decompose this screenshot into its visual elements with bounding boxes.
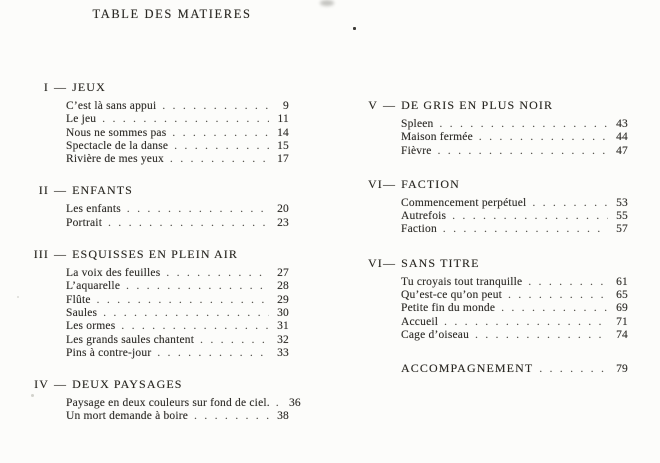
entry-title: Nous ne sommes pas: [66, 126, 167, 139]
toc-entry: [66, 127, 289, 140]
section-numeral: I: [43, 80, 49, 94]
toc-entry: [66, 294, 289, 307]
dot-leader: [495, 302, 608, 315]
toc-entry: [401, 302, 628, 315]
toc-entry: [66, 113, 289, 126]
section-dash-glyph: —: [383, 176, 397, 191]
entry-page-number: 79: [616, 363, 628, 376]
section-heading: [368, 178, 628, 191]
toc-entry: [401, 223, 628, 236]
section-heading: [33, 378, 289, 391]
entry-title: Qu’est-ce qu’on peut: [401, 289, 503, 302]
entry-page-number: 9: [283, 100, 289, 112]
entry-page-number: 27: [277, 267, 289, 280]
dot-leader: [160, 267, 269, 280]
scan-speck: [353, 27, 356, 30]
toc-section: [33, 377, 301, 424]
entry-page-number: 69: [616, 302, 628, 315]
section-dash-glyph: —: [383, 98, 397, 112]
toc-entry: [401, 131, 628, 144]
dot-leader: [151, 347, 269, 360]
section-entries: [368, 118, 628, 158]
section-entries: [33, 100, 289, 166]
toc-entry: [401, 289, 628, 302]
section-entries: [368, 276, 628, 342]
section-dash-glyph: —: [54, 183, 68, 198]
entry-title: Faction: [401, 223, 437, 236]
toc-section: [33, 248, 289, 360]
dot-leader: [121, 203, 269, 216]
dot-leader: [437, 223, 608, 236]
entry-title: Tu croyais tout tranquille: [401, 275, 523, 288]
section-entries: [33, 397, 301, 424]
entry-title: Petite fin du monde: [401, 302, 496, 315]
toc-section: [368, 362, 628, 376]
toc-section: [368, 99, 628, 158]
entry-page-number: 32: [277, 333, 289, 346]
entry-page-number: 44: [616, 131, 628, 144]
section-heading: [33, 184, 289, 197]
section-title: JEUX: [72, 80, 106, 94]
page-title: TABLE DES MATIERES: [92, 7, 252, 21]
dot-leader: [120, 280, 269, 293]
dot-leader: [434, 118, 609, 131]
entry-title: Fièvre: [401, 144, 432, 157]
dot-leader: [194, 334, 269, 347]
entry-page-number: 33: [277, 346, 289, 359]
dot-leader: [164, 153, 269, 166]
entry-page-number: 30: [277, 306, 289, 319]
toc-entry: [66, 410, 289, 423]
entry-page-number: 53: [616, 196, 628, 209]
toc-entry: [66, 347, 289, 360]
entry-page-number: 15: [277, 139, 289, 152]
toc-entry: [66, 397, 301, 410]
entry-title: Cage d’oiseau: [401, 328, 470, 341]
toc-entry: [66, 100, 289, 113]
entry-title: Saules: [66, 306, 98, 319]
section-title: DE GRIS EN PLUS NOIR: [401, 98, 554, 112]
scan-smudge: [320, 0, 334, 6]
section-title: DEUX PAYSAGES: [72, 377, 183, 392]
section-dash-glyph: —: [383, 255, 397, 270]
dot-leader: [432, 145, 608, 158]
section-numeral: II: [38, 183, 49, 198]
dot-leader: [469, 329, 608, 342]
entry-title: Les enfants: [66, 203, 121, 216]
toc-entry: [401, 197, 628, 210]
toc-entry: [401, 329, 628, 342]
entry-page-number: 14: [277, 126, 289, 139]
entry-page-number: 43: [616, 118, 628, 130]
entry-title: Portrait: [66, 216, 103, 229]
entry-title: Maison fermée: [401, 131, 473, 144]
section-heading: [368, 257, 628, 270]
entry-title: ACCOMPAGNEMENT: [401, 361, 534, 376]
scan-speck: [31, 394, 34, 397]
section-numeral: V: [368, 98, 378, 112]
entry-page-number: 31: [277, 320, 289, 333]
entry-title: Un mort demande à boire: [66, 410, 189, 423]
entry-page-number: 23: [277, 216, 289, 229]
section-numeral: VI: [368, 255, 383, 270]
entry-title: Paysage en deux couleurs sur fond de ciel.: [66, 397, 270, 410]
toc-entry: [66, 140, 289, 153]
toc-entry: [401, 362, 628, 376]
dot-leader: [188, 410, 269, 423]
entry-title: Les grands saules chantent: [66, 333, 195, 346]
toc-section: [368, 178, 628, 237]
toc-entry: [66, 280, 289, 293]
dot-leader: [115, 320, 269, 333]
dot-leader: [91, 294, 269, 307]
section-title: SANS TITRE: [401, 255, 480, 270]
toc-entry: [66, 203, 289, 216]
entry-page-number: 20: [277, 203, 289, 216]
toc-section: [33, 81, 289, 166]
toc-column-right: [368, 99, 628, 377]
entry-page-number: 74: [616, 328, 628, 341]
entry-title: Spectacle de la danse: [66, 139, 169, 152]
dot-leader: [473, 131, 608, 144]
entry-page-number: 28: [277, 280, 289, 293]
entry-title: C’est là sans appui: [66, 100, 157, 112]
section-heading: [33, 81, 289, 94]
section-dash-glyph: —: [54, 377, 68, 392]
section-entries: [368, 362, 628, 376]
dot-leader: [97, 307, 269, 320]
section-title: FACTION: [401, 176, 460, 191]
toc-entry: [401, 316, 628, 329]
toc-section: [33, 184, 289, 230]
entry-title: Le jeu: [66, 113, 97, 126]
dot-leader: [156, 100, 269, 113]
toc-entry: [66, 153, 289, 166]
dot-leader: [526, 197, 608, 210]
entry-page-number: 55: [616, 210, 628, 223]
dot-leader: [502, 289, 608, 302]
section-entries: [33, 203, 289, 230]
entry-title: Commencement perpétuel: [401, 196, 527, 209]
section-title: ESQUISSES EN PLEIN AIR: [72, 247, 238, 262]
section-entries: [368, 197, 628, 237]
entry-title: Rivière de mes yeux: [66, 153, 165, 166]
section-numeral: VI: [368, 176, 383, 191]
scan-speck: [17, 296, 19, 298]
toc-column-left: [33, 80, 301, 424]
entry-page-number: 65: [616, 289, 628, 302]
toc-section: [368, 257, 628, 342]
entry-title: Les ormes: [66, 320, 116, 333]
entry-title: Accueil: [401, 315, 439, 328]
dot-leader: [168, 140, 269, 153]
toc-entry: [66, 307, 289, 320]
section-entries: [33, 267, 289, 360]
toc-entry: [66, 217, 289, 230]
dot-leader: [522, 276, 608, 289]
toc-entry: [66, 267, 289, 280]
dot-leader: [96, 113, 269, 126]
entry-page-number: 36: [288, 397, 301, 410]
dot-leader: [446, 210, 608, 223]
section-numeral: IV: [34, 377, 49, 392]
toc-entry: [401, 145, 628, 158]
entry-title: L’aquarelle: [66, 280, 121, 293]
section-dash-glyph: —: [54, 80, 68, 94]
toc-entry: [401, 276, 628, 289]
dot-leader: [270, 397, 281, 410]
toc-entry: [66, 320, 289, 333]
entry-title: Pins à contre-jour: [66, 346, 152, 359]
entry-title: La voix des feuilles: [66, 267, 161, 280]
entry-page-number: 38: [277, 410, 289, 423]
dot-leader: [102, 217, 269, 230]
entry-page-number: 47: [616, 144, 628, 157]
dot-leader: [166, 127, 269, 140]
entry-page-number: 57: [616, 223, 628, 236]
entry-title: Flûte: [66, 293, 91, 306]
entry-title: Spleen: [401, 118, 434, 130]
entry-page-number: 29: [277, 293, 289, 306]
entry-title: Autrefois: [401, 210, 447, 223]
dot-leader: [533, 363, 608, 376]
section-numeral: III: [33, 247, 49, 262]
toc-entry: [66, 334, 289, 347]
section-dash-glyph: —: [54, 247, 68, 262]
dot-leader: [438, 316, 608, 329]
toc-entry: [401, 118, 628, 131]
section-heading: [33, 248, 289, 261]
entry-page-number: 17: [277, 153, 289, 166]
entry-page-number: 61: [616, 275, 628, 288]
entry-page-number: 11: [277, 113, 289, 126]
entry-page-number: 71: [616, 315, 628, 328]
section-title: ENFANTS: [72, 183, 133, 198]
toc-entry: [401, 210, 628, 223]
section-heading: [368, 99, 628, 112]
